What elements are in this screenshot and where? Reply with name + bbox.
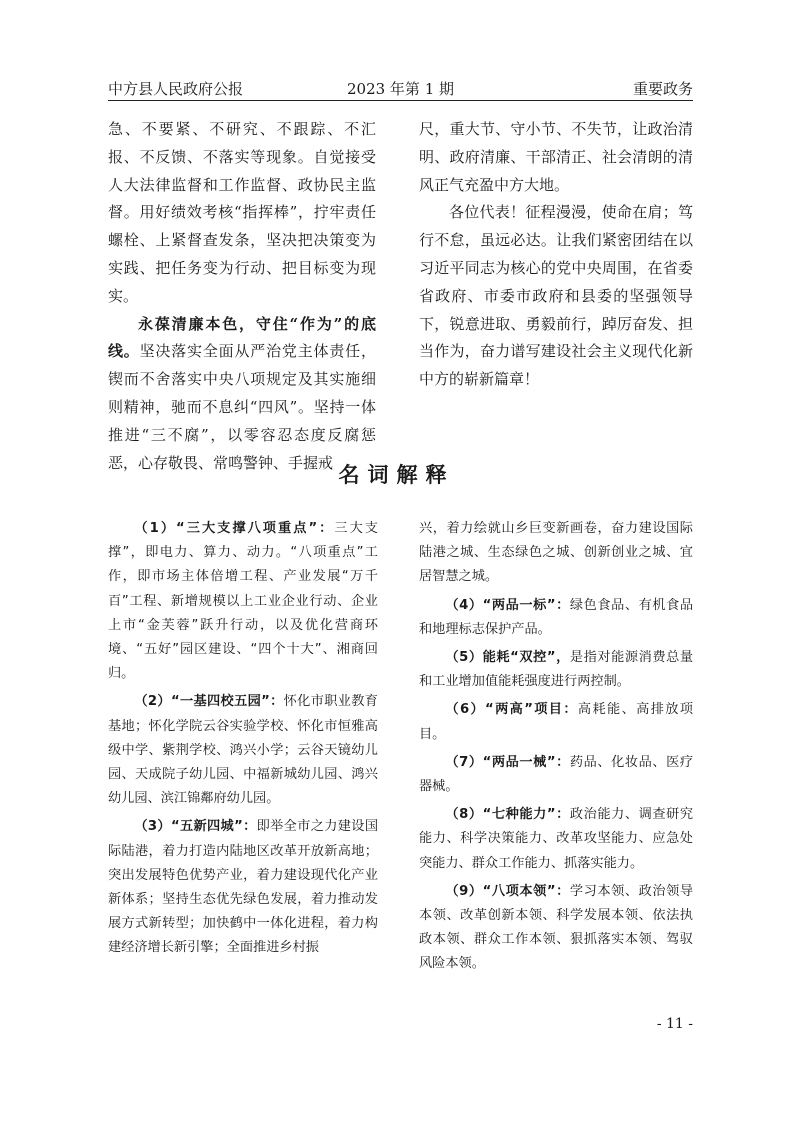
page-header xyxy=(108,76,693,101)
issue-number: 2023 年第 1 期 xyxy=(346,80,455,98)
glossary-definition: 三大支撑”，即电力、算力、动力。“八项重点”工作，即市场主体倍增工程、产业发展“万千百”工程、新增规模以上工业企业行动、企业上市“金芙蓉”跃升行动，以及优化营商环境、“五好”园区建设、“四个十大”、湘商回归。 xyxy=(108,521,378,682)
glossary-term: （6）“两高”项目： xyxy=(445,702,578,718)
paragraph-lead: 永葆清廉本色，守住“作为”的底线。 xyxy=(108,314,376,361)
glossary-definition: 药品、化妆品、医疗器械。 xyxy=(419,754,694,795)
glossary-definition: 政治能力、调查研究能力、科学决策能力、改革攻坚能力、应急处突能力、群众工作能力、抓落实能力。 xyxy=(419,807,694,871)
glossary-term: （3）“五新四城”： xyxy=(134,819,257,835)
glossary-item xyxy=(419,646,693,694)
glossary-definition: 高耗能、高排放项目。 xyxy=(419,702,694,742)
glossary-item xyxy=(108,517,378,686)
journal-title: 中方县人民政府公报 xyxy=(108,80,244,98)
paragraph-text: 坚决落实全面从严治党主体责任，锲而不舍落实中央八项规定及其实施细则精神，驰而不息纠“四风”。坚持一体推进“三不腐”，以零容忍态度反腐惩恶，心存敬畏、常鸣警钟、手握戒 xyxy=(108,342,376,472)
glossary-definition: 绿色食品、有机食品和地理标志保护产品。 xyxy=(419,597,694,637)
glossary-column-right xyxy=(419,517,693,977)
section-name: 重要政务 xyxy=(632,80,693,98)
glossary-item xyxy=(419,751,693,799)
glossary-continuation: 兴，着力绘就山乡巨变新画卷，奋力建设国际陆港之城、生态绿色之城、创新创业之城、宜居智慧之城。 xyxy=(419,521,693,585)
glossary-item xyxy=(419,698,693,746)
glossary-definition: 怀化市职业教育基地；怀化学院云谷实验学校、怀化市恒雅高级中学、紫荆学校、鸿兴小学；云谷天镜幼儿园、天成院子幼儿园、中福新城幼儿园、鸿兴幼儿园、滨江锦鄰府幼儿园。 xyxy=(108,694,378,807)
glossary-item xyxy=(419,880,693,977)
glossary-term: （8）“七种能力”： xyxy=(445,807,570,823)
glossary-term: （9）“八项本领”： xyxy=(445,883,570,899)
glossary-term: （5）能耗“双控”， xyxy=(445,650,570,666)
page-number: - 11 - xyxy=(656,1016,693,1032)
body-paragraph xyxy=(108,311,376,478)
glossary-definition: 是指对能源消费总量和工业增加值能耗强度进行两控制。 xyxy=(419,650,694,690)
glossary-term: （7）“两品一械”： xyxy=(445,754,570,770)
glossary-column-left xyxy=(108,517,378,961)
glossary-definition: 即举全市之力建设国际陆港，着力打造内陆地区改革开放新高地；突出发展特色优势产业，着力建设现代化产业新体系；坚持生态优先绿色发展，着力推动发展方式新转型；加快鹤中一体化进程，着力构建经济增长新引擎；全面推进乡村振 xyxy=(108,819,379,956)
body-column-right xyxy=(419,116,693,394)
glossary-term: （1）“三大支撑八项重点”： xyxy=(134,521,335,536)
glossary-item xyxy=(108,815,378,960)
body-column-left xyxy=(108,116,376,477)
body-paragraph: 尺，重大节、守小节、不失节，让政治清明、政府清廉、干部清正、社会清朗的清风正气充盈中方大地。 xyxy=(419,120,693,194)
body-paragraph: 各位代表！征程漫漫，使命在肩；笃行不怠，虽远必达。让我们紧密团结在以习近平同志为核心的党中央周围，在省委省政府、市委市政府和县委的坚强领导下，锐意进取、勇毅前行，踔厉奋发、担当作为，奋力谱写建设社会主义现代化新中方的崭新篇章！ xyxy=(419,203,693,389)
glossary-item xyxy=(419,803,693,876)
glossary-term: （2）“一基四校五园”： xyxy=(134,694,284,710)
body-paragraph: 急、不要紧、不研究、不跟踪、不汇报、不反馈、不落实等现象。自觉接受人大法律监督和工作监督、政协民主监督。用好绩效考核“指挥棒”，拧牢责任螺栓、上紧督查发条，坚决把决策变为实践、把任务变为行动、把目标变为现实。 xyxy=(108,120,376,305)
glossary-item xyxy=(108,690,378,811)
glossary-title: 名词解释 xyxy=(338,462,455,487)
glossary-item xyxy=(419,594,693,642)
glossary-definition: 学习本领、政治领导本领、改革创新本领、科学发展本领、依法执政本领、群众工作本领、狠抓落实本领、驾驭风险本领。 xyxy=(419,883,694,972)
glossary-term: （4）“两品一标”： xyxy=(445,597,570,613)
